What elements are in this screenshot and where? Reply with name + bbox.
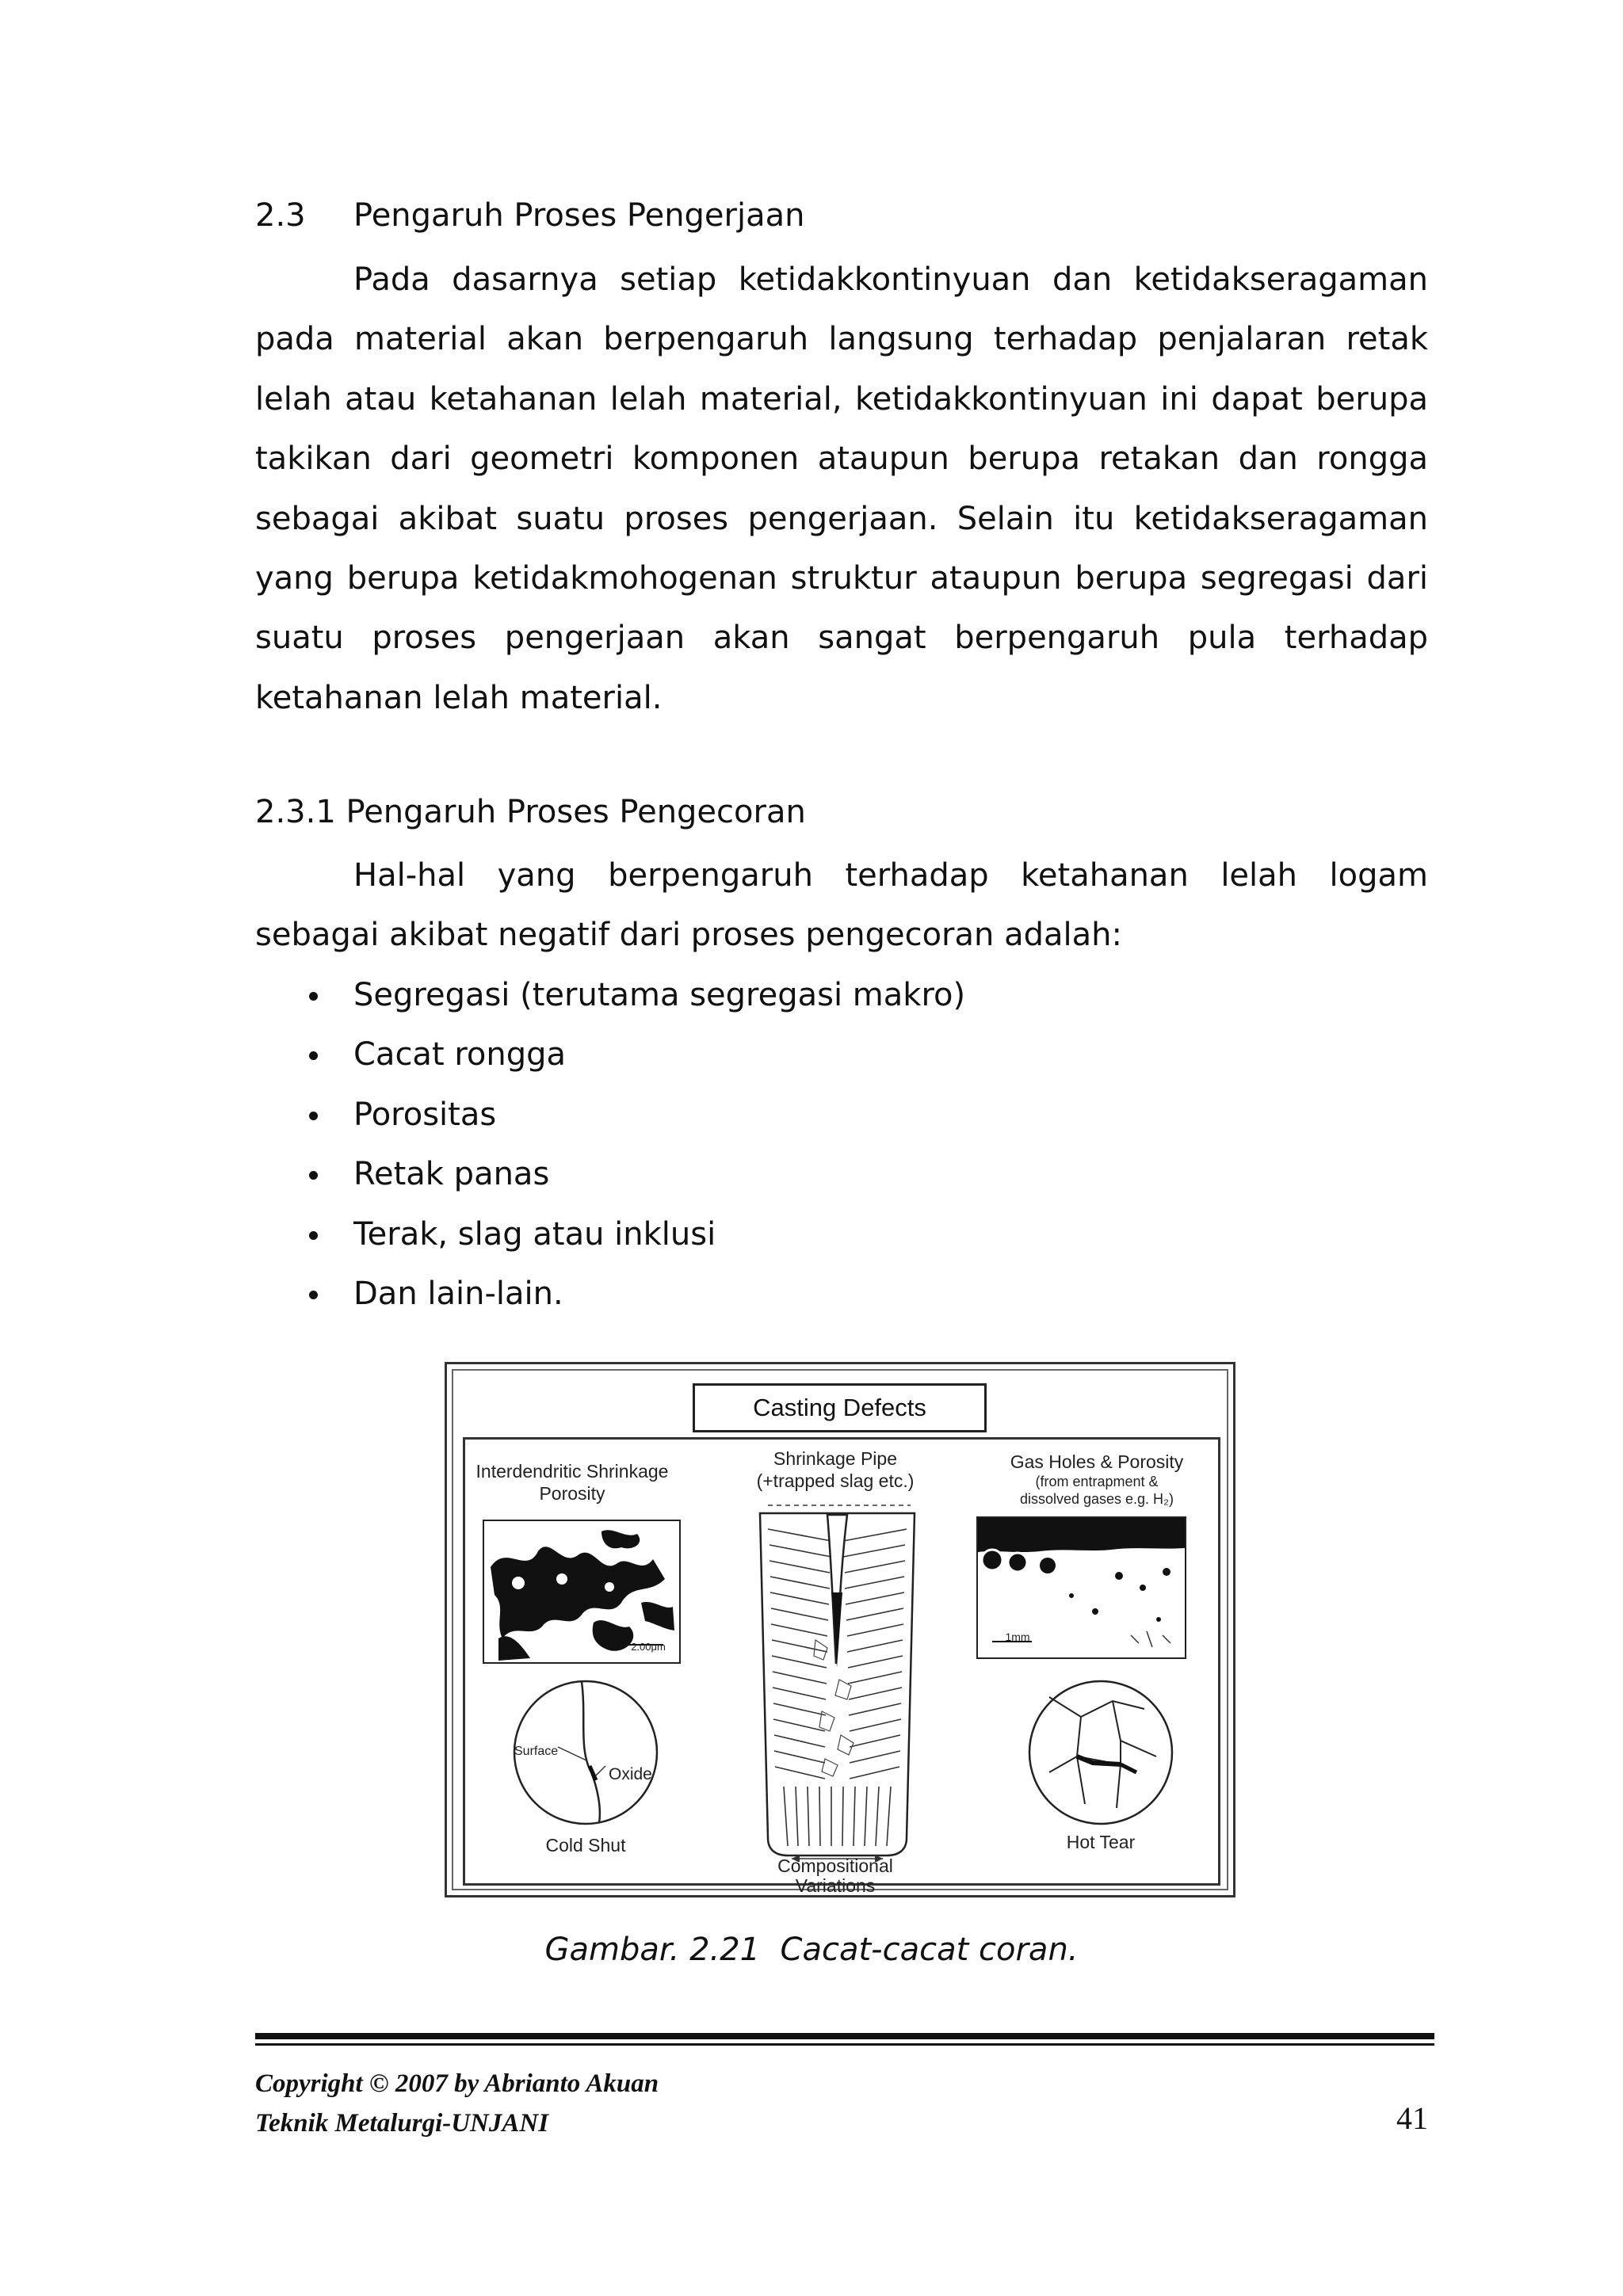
bullet-icon	[309, 1051, 318, 1060]
label-compositional-2: Variations	[795, 1875, 876, 1896]
label-shrinkage-pipe: Shrinkage Pipe	[773, 1448, 897, 1469]
label-gas-holes: Gas Holes & Porosity	[1010, 1451, 1184, 1472]
label-compositional: Compositional	[777, 1855, 893, 1876]
casting-defects-figure	[445, 1362, 1235, 1897]
scale-bar-left: 2.00μm	[631, 1641, 666, 1653]
label-interdendritic-2: Porosity	[539, 1483, 605, 1504]
footer-rule-thin	[255, 2043, 1434, 2046]
figure-title: Casting Defects	[693, 1383, 987, 1432]
section-paragraph	[255, 250, 1428, 728]
bullet-icon	[309, 1231, 318, 1240]
hot-tear-diagram	[1025, 1677, 1176, 1828]
section-number: 2.3	[255, 197, 306, 234]
subsection-heading	[255, 796, 806, 828]
subsection-number: 2.3.1	[255, 794, 336, 830]
footer-department: Teknik Metalurgi-UNJANI	[255, 2109, 549, 2138]
section-paragraph-text: Pada dasarnya setiap ketidakkontinyuan dan ketidakseragaman pada material akan berpengaruh langsung terhadap penjalaran retak lelah atau ketahanan lelah material, ketidakkontinyuan ini dapat berupa takikan dari geometri komponen ataupun berupa retakan dan rongga sebagai akibat suatu proses pengerjaan. Selain itu ketidakseragaman yang berupa ketidakmohogenan struktur ataupun berupa segregasi dari suatu proses pengerjaan akan sangat berpengaruh pula terhadap ketahanan lelah material.	[255, 261, 1428, 716]
list-item: Retak panas	[255, 1145, 1428, 1204]
list-item: Cacat rongga	[255, 1025, 1428, 1085]
subsection-title: Pengaruh Proses Pengecoran	[346, 794, 806, 830]
subsection-paragraph	[255, 846, 1428, 966]
page-number: 41	[1396, 2100, 1428, 2136]
list-item: Terak, slag atau inklusi	[255, 1205, 1428, 1264]
label-hot-tear: Hot Tear	[1066, 1832, 1136, 1852]
bullet-icon	[309, 1112, 318, 1120]
label-interdendritic: Interdendritic Shrinkage	[475, 1461, 669, 1482]
bullet-icon	[309, 1291, 318, 1299]
label-cold-shut: Cold Shut	[545, 1835, 626, 1855]
label-shrinkage-pipe-2: (+trapped slag etc.)	[756, 1470, 915, 1491]
subsection-paragraph-text: Hal-hal yang berpengaruh terhadap ketahanan lelah logam sebagai akibat negatif dari proses pengecoran adalah:	[255, 857, 1428, 954]
shrinkage-pipe-ingot	[752, 1497, 922, 1862]
bullet-icon	[309, 1171, 318, 1180]
scale-bar-right: 1mm	[1005, 1630, 1030, 1643]
label-oxide: Oxide	[609, 1765, 652, 1783]
list-item: Dan lain-lain.	[255, 1264, 1428, 1324]
label-surface: Surface	[514, 1745, 559, 1758]
footer-rule-thick	[255, 2033, 1434, 2039]
figure-caption: Gambar. 2.21 Cacat-cacat coran.	[544, 1932, 1079, 1968]
section-heading	[255, 197, 805, 234]
footer-copyright: Copyright © 2007 by Abrianto Akuan	[255, 2069, 659, 2098]
label-gas-holes-2: (from entrapment &	[1035, 1474, 1159, 1489]
section-title: Pengaruh Proses Pengerjaan	[353, 197, 805, 234]
defect-list	[255, 966, 1428, 1324]
list-item: Porositas	[255, 1085, 1428, 1145]
bullet-icon	[309, 992, 318, 1001]
label-gas-holes-3: dissolved gases e.g. H₂)	[1019, 1491, 1174, 1507]
list-item: Segregasi (terutama segregasi makro)	[255, 966, 1428, 1025]
